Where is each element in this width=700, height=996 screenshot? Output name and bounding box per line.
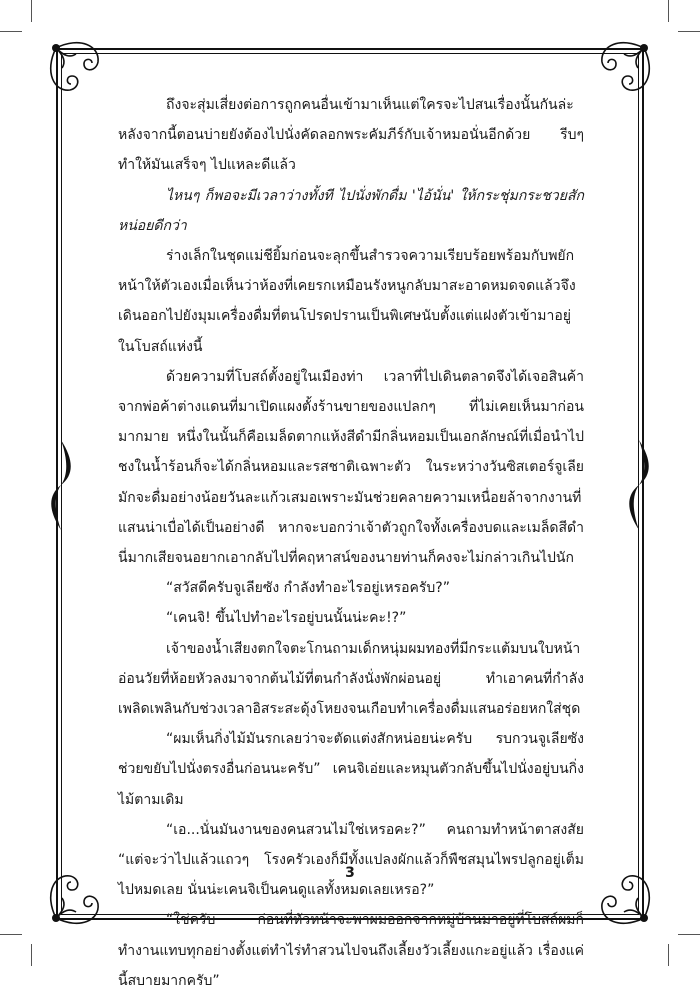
crop-mark-bottom-right-v	[668, 944, 669, 966]
page-number: 3	[345, 865, 355, 881]
paragraph-4: ด้วยความที่โบสถ์ตั้งอยู่ในเมืองท่า เวลาที่ไปเดินตลาดจึงได้เจอสินค้าจากพ่อค้าต่างแดนที่มาเปิดแผงตั้งร้านขายของแปลกๆ ที่ไม่เคยเห็นมาก่อนมากมาย หนึ่งในนั้นก็คือเมล็ดตากแห้งสีดำมีกลิ่นหอมเป็นเอกลักษณ์ที่เมื่อนำไปชงในน้ำร้อนก็จะได้กลิ่นหอมและรสชาติเฉพาะตัว ในระหว่างวันซิสเตอร์จูเลียมักจะดื่มอย่างน้อยวันละแก้วเสมอเพราะมันช่วยคลายความเหนื่อยล้าจากงานที่แสนน่าเบื่อได้เป็นอย่างดี หากจะบอกว่าเจ้าตัวถูกใจทั้งเครื่องบดและเมล็ดสีดำนี่มากเสียจนอยากเอากลับไปที่คฤหาสน์ของนายท่านก็คงจะไม่กล่าวเกินไปนัก	[118, 368, 584, 567]
crop-mark-bottom-left-h	[0, 934, 22, 935]
ornament-top-right	[590, 32, 660, 102]
crop-mark-bottom-left-v	[31, 944, 32, 966]
ornament-right-side	[624, 440, 654, 530]
dialogue-1: “สวัสดีครับจูเลียซัง กำลังทำอะไรอยู่เหรอครับ?”	[166, 580, 450, 597]
paragraph-3: ร่างเล็กในชุดแม่ชียิ้มก่อนจะลุกขึ้นสำรวจความเรียบร้อยพร้อมกับพยักหน้าให้ตัวเองเมื่อเห็นว่าห้องที่เคยรกเหมือนรังหนูกลับมาสะอาดหมดจดแล้วจึงเดินออกไปยังมุมเครื่องดื่มที่ตนโปรดปรานเป็นพิเศษนับตั้งแต่แฝงตัวเข้ามาอยู่ในโบสถ์แห่งนี้	[118, 248, 576, 355]
dialogue-2: “เคนจิ! ขึ้นไปทำอะไรอยู่บนนั้นน่ะคะ!?”	[166, 610, 407, 627]
crop-mark-top-left-v	[31, 0, 32, 22]
paragraph-5: เจ้าของน้ำเสียงตกใจตะโกนถามเด็กหนุ่มผมทองที่มีกระแต้มบนใบหน้าอ่อนวัยที่ห้อยหัวลงมาจากต้นไม้ที่ตนกำลังนั่งพักผ่อนอยู่ ทำเอาคนที่กำลังเพลิดเพลินกับช่วงเวลาอิสระสะดุ้งโหยงจนเกือบทำเครื่องดื่มแสนอร่อยหกใส่ชุด	[118, 640, 584, 718]
dialogue-5: “ใช่ครับ ก่อนที่หัวหน้าจะพาผมออกจากหมู่บ้านมาอยู่ที่โบสถ์ผมก็ทำงานแทบทุกอย่างตั้งแต่ทำไร่ทำสวนไปจนถึงเลี้ยงวัวเลี้ยงแกะอยู่แล้ว เรื่องแค่นี้สบายมากครับ”	[118, 912, 584, 989]
dialogue-4: “เอ...นั่นมันงานของคนสวนไม่ใช่เหรอคะ?” คนถามทำหน้าตาสงสัย “แต่จะว่าไปแล้วแถวๆ โรงครัวเองก็มีทั้งแปลงผักแล้วก็พืชสมุนไพรปลูกอยู่เต็มไปหมดเลย นั่นน่ะเคนจิเป็นคนดูแลทั้งหมดเลยเหรอ?”	[118, 821, 584, 899]
ornament-top-left	[40, 32, 110, 102]
ornament-left-side	[46, 440, 76, 530]
paragraph-1: ถึงจะสุ่มเสี่ยงต่อการถูกคนอื่นเข้ามาเห็นแต่ใครจะไปสนเรื่องนั้นกันล่ะ หลังจากนี้ตอนบ่ายยังต้องไปนั่งคัดลอกพระคัมภีร์กับเจ้าหมอนั่นอีกด้วย รีบๆ ทำให้มันเสร็จๆ ไปแหละดีแล้ว	[118, 97, 584, 174]
page-body	[118, 90, 584, 996]
paragraph-2-thought: ไหนๆ ก็พอจะมีเวลาว่างทั้งที ไปนั่งพักดื่ม 'ไอ้นั่น' ให้กระชุ่มกระชวยสักหน่อยดีกว่า	[118, 187, 584, 234]
crop-mark-top-right-v	[668, 0, 669, 22]
dialogue-3: “ผมเห็นกิ่งไม้มันรกเลยว่าจะตัดแต่งสักหน่อยน่ะครับ รบกวนจูเลียซังช่วยขยับไปนั่งตรงอื่นก่อนนะครับ” เคนจิเอ่ยและหมุนตัวกลับขึ้นไปนั่งอยู่บนกิ่งไม้ตามเดิม	[118, 731, 584, 808]
crop-mark-top-right-h	[678, 31, 700, 32]
crop-mark-top-left-h	[0, 31, 22, 32]
crop-mark-bottom-right-h	[678, 934, 700, 935]
